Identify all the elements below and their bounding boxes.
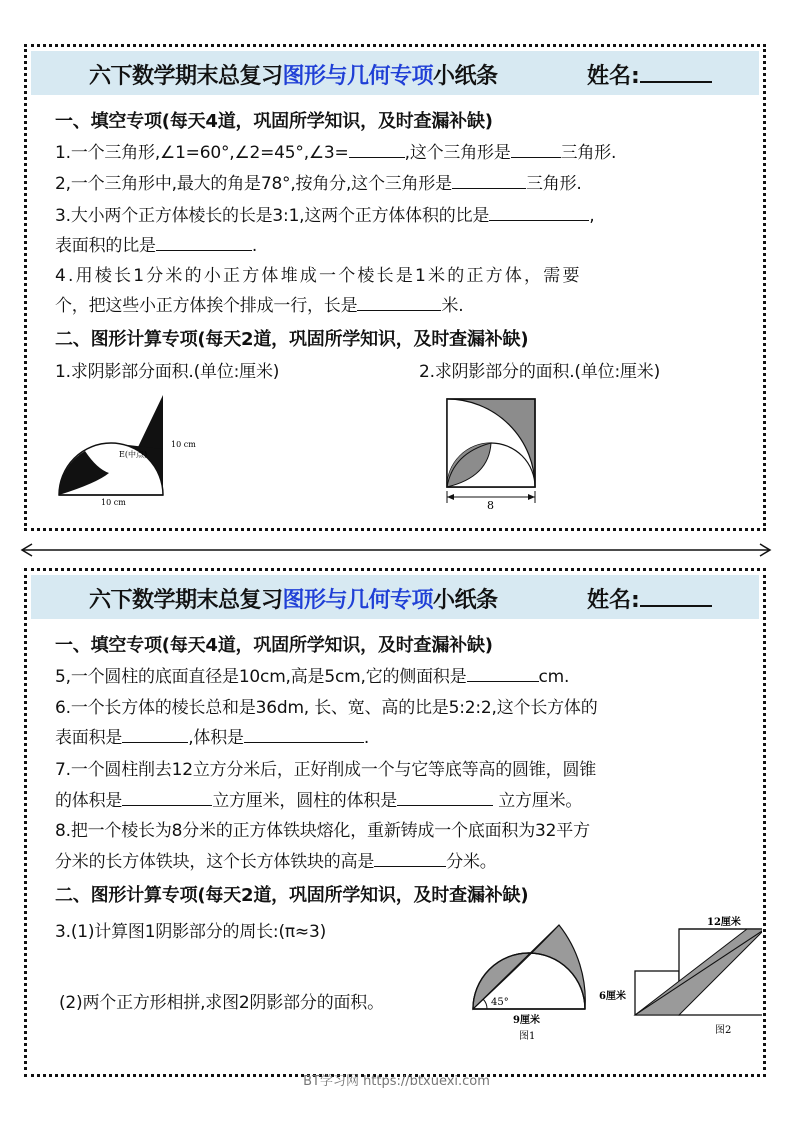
question-calc-2: 2.求阴影部分的面积.(单位:厘米) xyxy=(419,362,661,382)
base-length-label: 9厘米 xyxy=(513,1015,540,1026)
card-header-banner xyxy=(31,51,759,95)
question-8: 8.把一个棱长为8分米的正方体铁块熔化，重新铸成一个底面积为32平方 xyxy=(55,821,590,841)
figure-2-two-squares xyxy=(597,911,762,1041)
name-field-label: 姓名: xyxy=(587,59,712,90)
question-8-cont: 分米的长方体铁块，这个长方体铁块的高是 分米。 xyxy=(55,852,497,872)
name-blank xyxy=(640,61,712,83)
side-length-label: 10 cm xyxy=(171,440,196,449)
section-calc-heading: 二、图形计算专项(每天2道，巩固所学知识，及时查漏补缺) xyxy=(55,329,529,350)
name-field-label: 姓名: xyxy=(587,583,712,614)
card-title: 六下数学期末总复习图形与几何专项小纸条 xyxy=(89,64,498,89)
question-7-cont: 的体积是 立方厘米，圆柱的体积是 立方厘米。 xyxy=(55,791,583,811)
base-length-label: 10 cm xyxy=(101,498,126,505)
section-fill-blank-heading: 一、填空专项(每天4道，巩固所学知识，及时查漏补缺) xyxy=(55,111,493,132)
small-square-side-label: 6厘米 xyxy=(599,991,626,1002)
question-2: 2,一个三角形中,最大的角是78°,按角分,这个三角形是 三角形. xyxy=(55,174,582,194)
watermark-footer: BT学习网 https://btxuexi.com xyxy=(303,1074,490,1089)
name-blank xyxy=(640,585,712,607)
question-calc-3-part2: (2)两个正方形相拼,求图2阴影部分的面积。 xyxy=(59,993,384,1013)
figure-caption-1: 图1 xyxy=(519,1031,536,1042)
question-1: 1.一个三角形,∠1=60°,∠2=45°,∠3= ,这个三角形是 三角形. xyxy=(55,143,617,163)
midpoint-label: E(中点) xyxy=(119,450,148,459)
question-4-cont: 个，把这些小正方体挨个排成一行，长是 米. xyxy=(55,296,464,316)
worksheet-card-2 xyxy=(24,568,766,1077)
square-side-label: 8 xyxy=(487,499,494,512)
angle-label: 45° xyxy=(491,997,509,1008)
question-calc-3-part1: 3.(1)计算图1阴影部分的周长:(π≈3) xyxy=(55,922,327,942)
figure-caption-2: 图2 xyxy=(715,1025,732,1036)
question-4: 4.用棱长1分米的小正方体堆成一个棱长是1米的正方体，需要 xyxy=(55,266,582,286)
question-3-cont: 表面积的比是 . xyxy=(55,236,258,256)
card-header-banner xyxy=(31,575,759,619)
card-title: 六下数学期末总复习图形与几何专项小纸条 xyxy=(89,588,498,613)
question-6-cont: 表面积是 ,体积是 . xyxy=(55,728,370,748)
cut-line-divider xyxy=(18,540,774,560)
figure-semicircle-triangle xyxy=(57,387,237,505)
large-square-side-label: 12厘米 xyxy=(707,917,741,928)
worksheet-card-1 xyxy=(24,44,766,531)
question-calc-1: 1.求阴影部分面积.(单位:厘米) xyxy=(55,362,280,382)
question-3: 3.大小两个正方体棱长的长是3:1,这两个正方体体积的比是 , xyxy=(55,206,595,226)
question-7: 7.一个圆柱削去12立方分米后，正好削成一个与它等底等高的圆锥，圆锥 xyxy=(55,760,597,780)
section-fill-blank-heading: 一、填空专项(每天4道，巩固所学知识，及时查漏补缺) xyxy=(55,635,493,656)
section-calc-heading: 二、图形计算专项(每天2道，巩固所学知识，及时查漏补缺) xyxy=(55,885,529,906)
question-5: 5,一个圆柱的底面直径是10cm,高是5cm,它的侧面积是 cm. xyxy=(55,667,570,687)
question-6: 6.一个长方体的棱长总和是36dm, 长、宽、高的比是5:2:2,这个长方体的 xyxy=(55,698,598,718)
figure-square-arcs xyxy=(441,397,551,513)
